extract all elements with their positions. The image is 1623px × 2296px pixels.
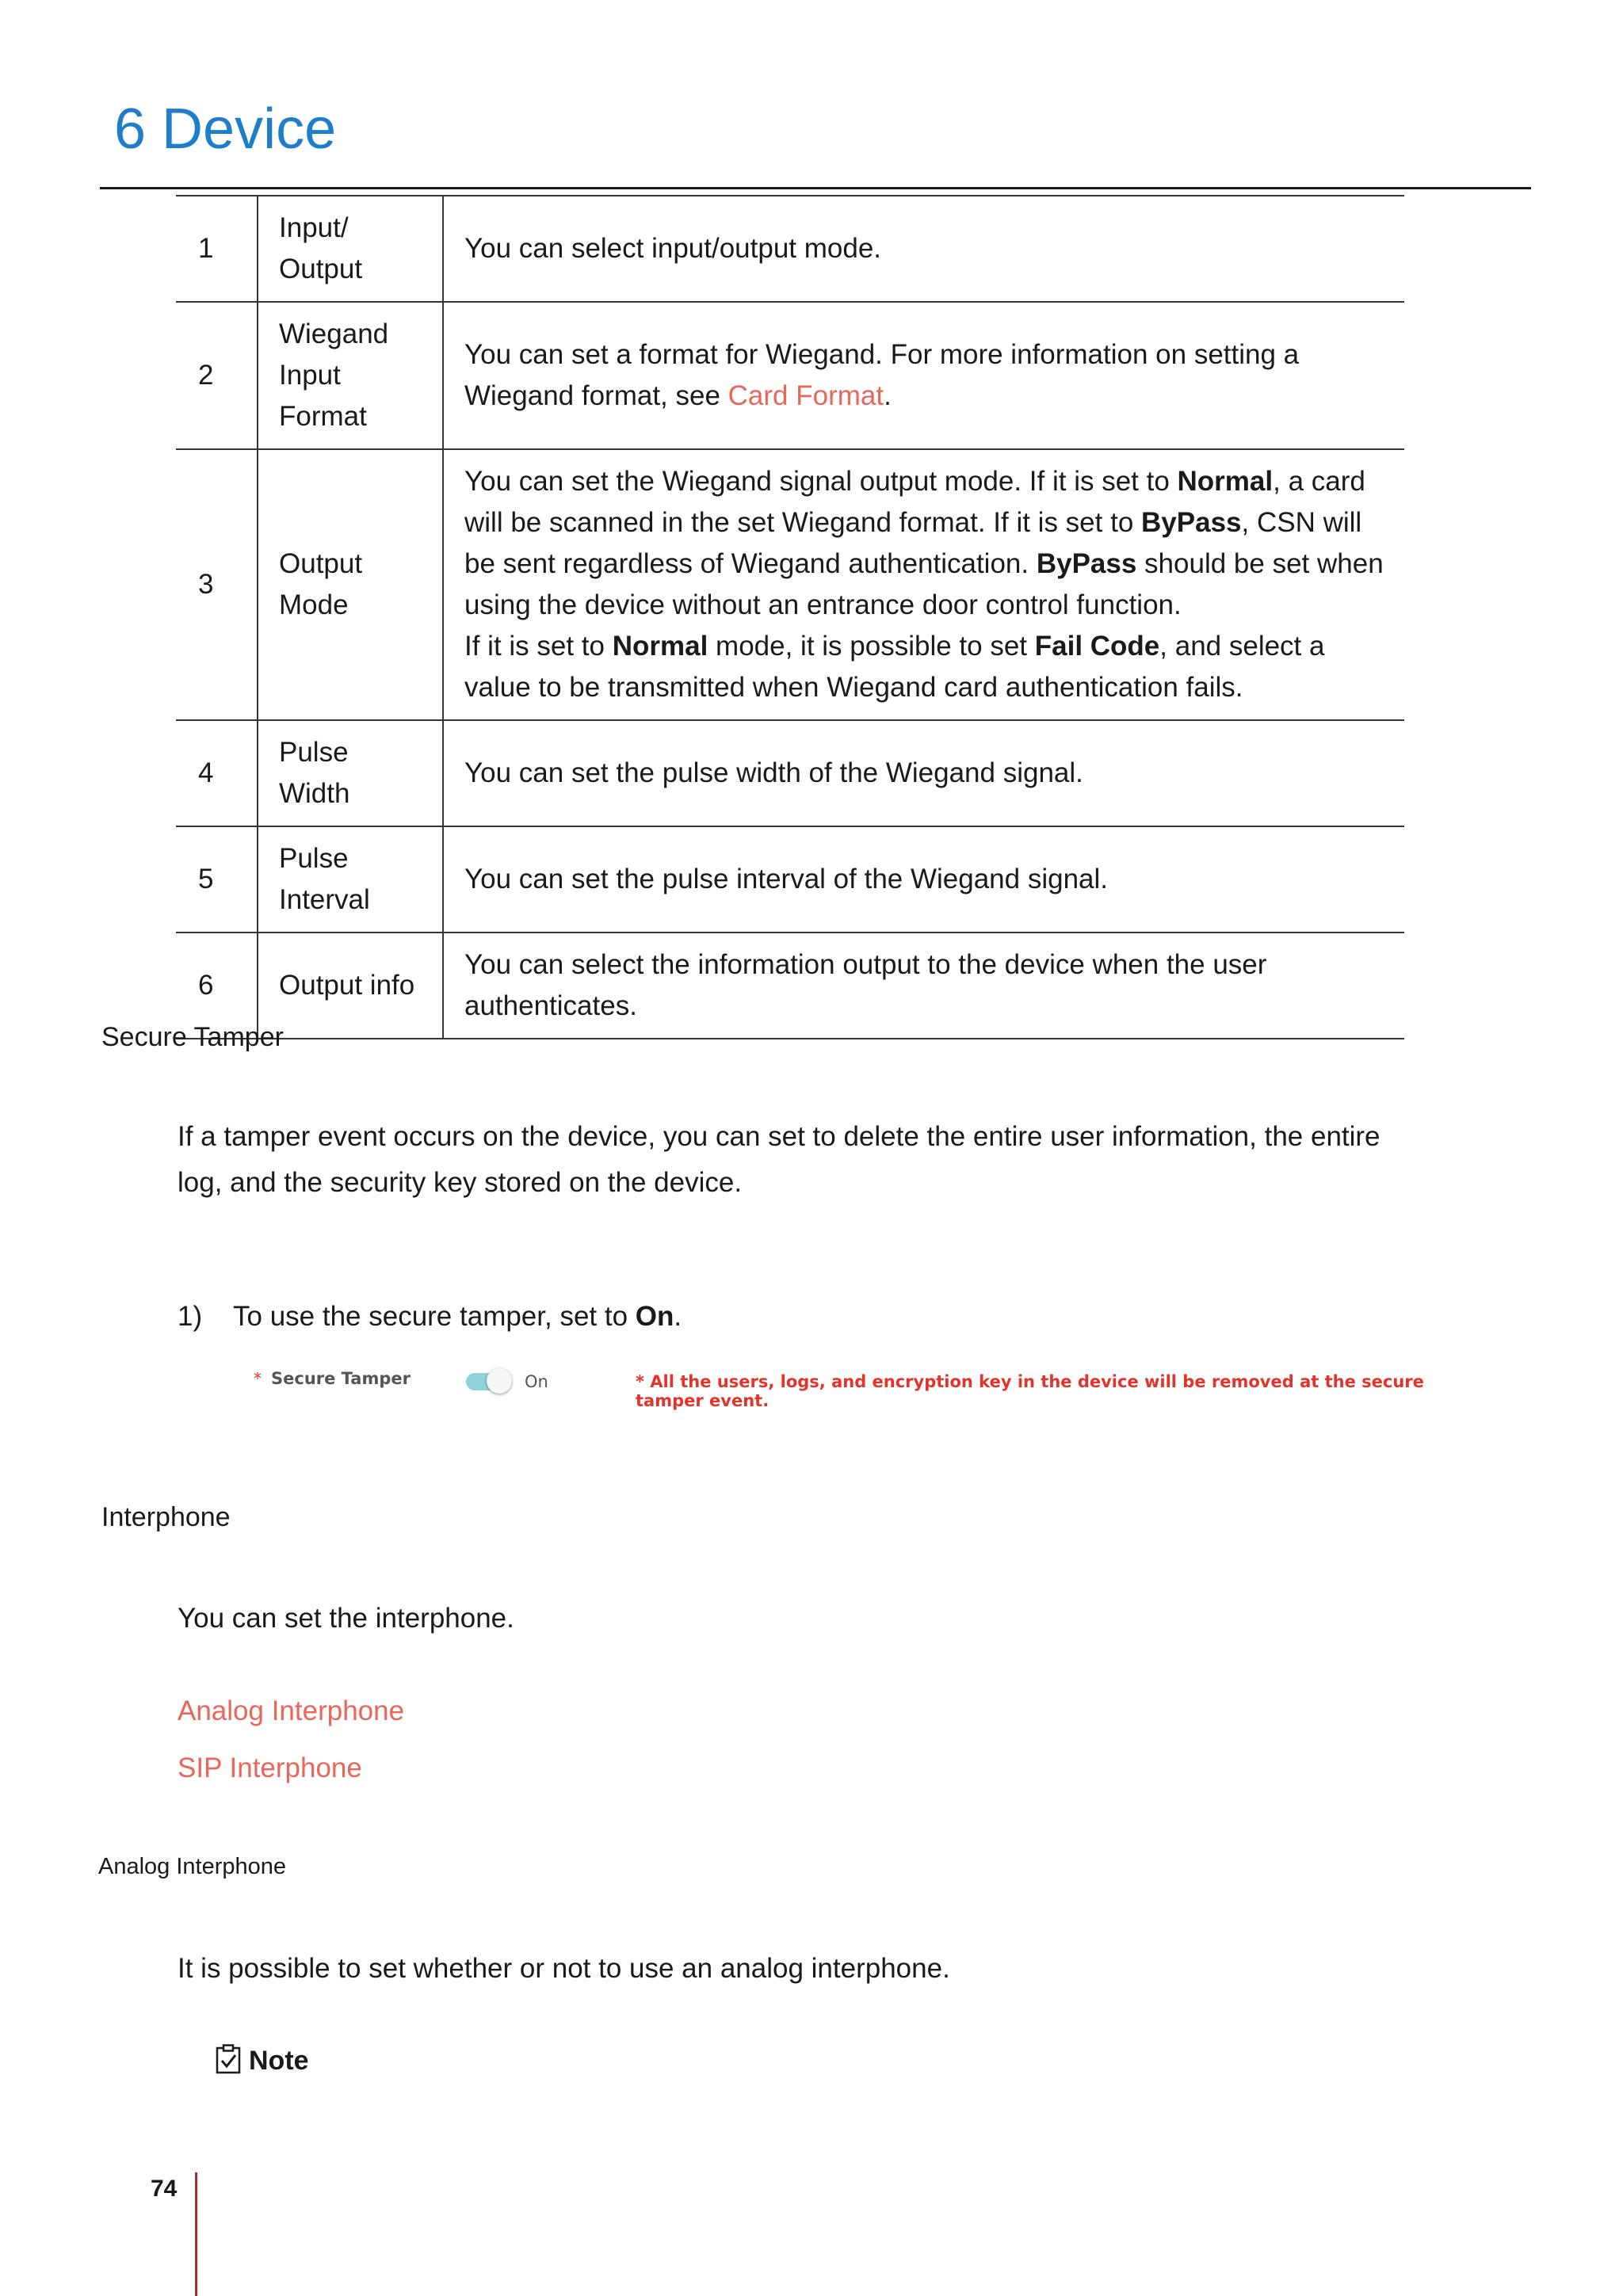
step-number: 1)	[178, 1301, 203, 1332]
row-number: 1	[176, 196, 258, 302]
required-mark: *	[254, 1369, 262, 1388]
keyword: Fail Code	[1034, 631, 1160, 662]
description-text: mode, it is possible to set	[708, 631, 1035, 662]
table-row	[176, 196, 1404, 302]
description-text: , CSN will be sent regardless of Wiegand authentication.	[464, 507, 1362, 579]
setting-name-line: Output	[279, 254, 363, 284]
setting-description	[443, 196, 1404, 302]
interphone-heading: Interphone	[101, 1502, 231, 1532]
keyword: Normal	[612, 631, 708, 662]
toggle-knob	[487, 1368, 512, 1394]
setting-name	[258, 933, 443, 1039]
setting-name-line: Output	[279, 548, 363, 579]
analog-interphone-intro: It is possible to set whether or not to use an analog interphone.	[178, 1953, 950, 1984]
secure-tamper-step-1	[178, 1301, 682, 1333]
row-number: 3	[176, 449, 258, 720]
description-text: You can set a format for Wiegand. For more information on setting a Wiegand format, see	[464, 339, 1300, 411]
keyword: ByPass	[1141, 507, 1242, 538]
toggle-state-label: On	[525, 1372, 548, 1391]
setting-name-line: Format	[279, 401, 367, 432]
chapter-title: 6 Device	[114, 97, 337, 161]
secure-tamper-label: Secure Tamper	[271, 1369, 411, 1388]
chapter-title-rule	[100, 187, 1531, 189]
setting-name-line: Wiegand	[279, 318, 389, 349]
wiegand-settings-table-body	[176, 196, 1404, 1039]
card-format-link[interactable]: Card Format	[727, 380, 884, 411]
keyword: ByPass	[1036, 548, 1137, 579]
setting-name-line: Interval	[279, 884, 370, 915]
interphone-intro: You can set the interphone.	[178, 1603, 514, 1634]
description-text: You can set the Wiegand signal output mode. If it is set to	[464, 466, 1178, 497]
page-number-rule	[195, 2172, 197, 2296]
table-row	[176, 826, 1404, 933]
analog-interphone-link[interactable]: Analog Interphone	[178, 1695, 405, 1726]
row-number: 6	[176, 933, 258, 1039]
setting-name	[258, 302, 443, 449]
secure-tamper-warning: * All the users, logs, and encryption key in the device will be removed at the secure tamper event.	[636, 1372, 1424, 1410]
description-text: If it is set to	[464, 631, 613, 662]
sip-interphone-link[interactable]: SIP Interphone	[178, 1753, 362, 1783]
row-number: 4	[176, 720, 258, 826]
description-text: .	[884, 380, 892, 411]
description-text: You can set the pulse width of the Wiegand signal.	[464, 757, 1083, 788]
page-number: 74	[151, 2176, 178, 2202]
description-text: You can set the pulse interval of the Wiegand signal.	[464, 864, 1109, 894]
step-keyword: On	[635, 1301, 674, 1332]
secure-tamper-toggle[interactable]	[464, 1367, 514, 1394]
step-text: To use the secure tamper, set to	[233, 1301, 636, 1332]
description-text: You can select the information output to the device when the user authenticates.	[464, 949, 1267, 1021]
table-row	[176, 933, 1404, 1039]
setting-name	[258, 720, 443, 826]
table-row	[176, 302, 1404, 449]
setting-name-line: Input/	[279, 212, 349, 243]
step-text-end: .	[674, 1301, 682, 1332]
setting-name	[258, 449, 443, 720]
setting-description	[443, 720, 1404, 826]
analog-interphone-heading: Analog Interphone	[98, 1854, 287, 1879]
secure-tamper-setting-screenshot	[250, 1364, 1447, 1410]
table-row	[176, 720, 1404, 826]
table-row	[176, 449, 1404, 720]
setting-description	[443, 449, 1404, 720]
setting-description	[443, 826, 1404, 933]
secure-tamper-heading: Secure Tamper	[101, 1022, 284, 1052]
row-number: 2	[176, 302, 258, 449]
secure-tamper-intro: If a tamper event occurs on the device, you can set to delete the entire user information, the entire log, and the security key stored on the device.	[178, 1121, 1381, 1198]
description-text: You can select input/output mode.	[464, 233, 882, 264]
setting-name-line: Input	[279, 360, 341, 391]
setting-name-line: Mode	[279, 589, 349, 620]
note-callout	[216, 2044, 309, 2081]
description-text: , and select a value to be transmitted when Wiegand card authentication fails.	[464, 631, 1325, 703]
setting-name-line: Pulse	[279, 843, 349, 874]
setting-name-line: Output info	[279, 970, 415, 1001]
keyword: Normal	[1177, 466, 1274, 497]
setting-name	[258, 196, 443, 302]
clipboard-check-icon	[216, 2044, 241, 2081]
setting-name-line: Pulse Width	[279, 737, 350, 809]
setting-description	[443, 302, 1404, 449]
description-text: , a card will be scanned in the set Wiegand format. If it is set to	[464, 466, 1365, 538]
note-label: Note	[249, 2046, 309, 2076]
row-number: 5	[176, 826, 258, 933]
setting-description	[443, 933, 1404, 1039]
setting-name	[258, 826, 443, 933]
description-text: should be set when using the device without an entrance door control function.	[464, 548, 1384, 620]
wiegand-settings-table	[176, 195, 1404, 1039]
